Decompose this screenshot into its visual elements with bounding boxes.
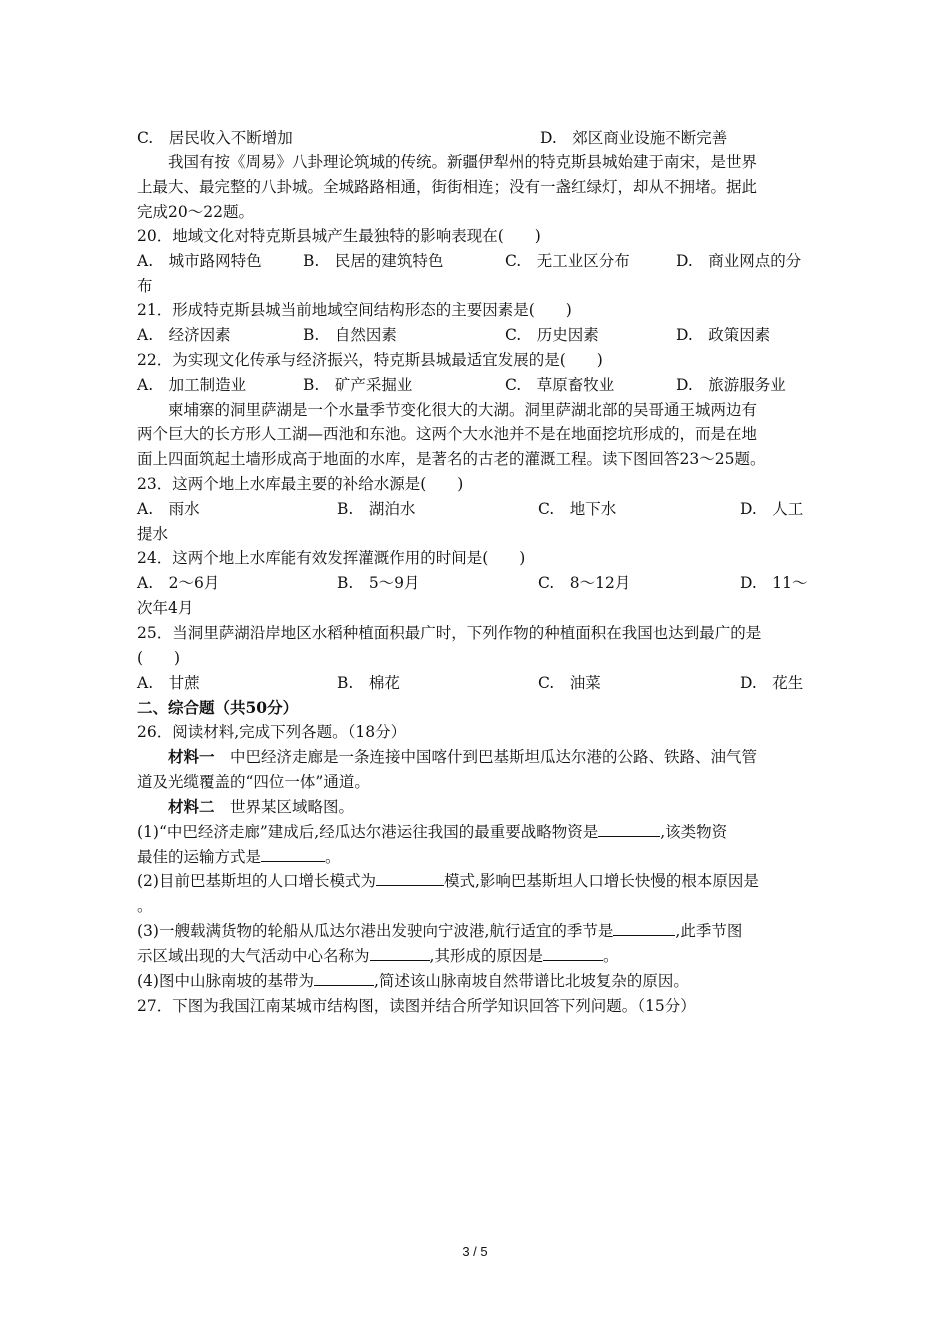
q25-option-d: D. 花生 [740,674,804,692]
page-number: 3 / 5 [462,1244,488,1259]
q20-option-d: D. 商业网点的分 [676,252,802,270]
q24-option-b: B. 5～9月 [337,574,420,592]
q24-option-c: C. 8～12月 [538,574,631,592]
q26-part4-text-b: ,简述该山脉南坡自然带谱比北坡复杂的原因。 [373,972,689,990]
q26-part1-text-a: (1)“中巴经济走廊”建成后,经瓜达尔港运往我国的最重要战略物资是 [137,823,599,841]
passage1-line2: 上最大、最完整的八卦城。全城路路相通，街街相连；没有一盏红绿灯，却从不拥堵。据此 [137,178,758,196]
q26-part4-text-a: (4)图中山脉南坡的基带为 [137,972,314,990]
passage2-line1: 柬埔寨的洞里萨湖是一个水量季节变化很大的大湖。洞里萨湖北部的吴哥通王城两边有 [168,401,758,419]
passage1-line3: 完成20～22题。 [137,203,254,221]
q25-option-a: A. 甘蔗 [137,674,200,692]
q19-option-d: D. 郊区商业设施不断完善 [540,129,728,147]
q26-part3-text-a: (3)一艘载满货物的轮船从瓜达尔港出发驶向宁波港,航行适宜的季节是 [137,922,614,940]
q23-option-d: D. 人工 [740,500,804,518]
q26-part3-line2 [137,944,817,968]
q26-part3-text-d: ,其形成的原因是 [429,947,543,965]
q20-option-c: C. 无工业区分布 [505,252,630,270]
q20-option-a: A. 城市路网特色 [137,252,262,270]
material1-text: 中巴经济走廊是一条连接中国喀什到巴基斯坦瓜达尔港的公路、铁路、油气管 [214,748,758,766]
passage1-line1: 我国有按《周易》八卦理论筑城的传统。新疆伊犁州的特克斯县城始建于南宋，是世界 [168,153,758,171]
q25-stem: 25．当洞里萨湖沿岸地区水稻种植面积最广时，下列作物的种植面积在我国也达到最广的是 [137,624,762,642]
q26-part1-text-c: 最佳的运输方式是 [137,848,262,866]
q26-part3-text-b: ,此季节图 [675,922,743,940]
q26-part3-line1 [137,919,817,943]
q26-material1 [137,745,848,769]
q22-option-c: C. 草原畜牧业 [505,376,615,394]
q23-stem: 23．这两个地上水库最主要的补给水源是( ) [137,475,464,493]
q24-stem: 24．这两个地上水库能有效发挥灌溉作用的时间是( ) [137,549,526,567]
q23-option-d-wrap: 提水 [137,525,169,543]
q26-part2-text-b: 模式,影响巴基斯坦人口增长快慢的根本原因是 [443,872,759,890]
q26-part2-line2: 。 [137,897,153,915]
q19-option-c: C. 居民收入不断增加 [137,129,293,147]
q22-option-a: A. 加工制造业 [137,376,247,394]
q24-option-a: A. 2～6月 [137,574,220,592]
q21-option-c: C. 历史因素 [505,326,599,344]
answer-blank[interactable] [376,871,444,886]
q21-stem: 21．形成特克斯县城当前地域空间结构形态的主要因素是( ) [137,301,572,319]
q26-stem: 26．阅读材料,完成下列各题。（18分） [137,723,407,741]
q26-part3-text-e: 。 [602,947,619,965]
q26-part1-line2 [137,845,817,869]
q20-stem: 20．地域文化对特克斯县城产生最独特的影响表现在( ) [137,227,541,245]
q25-stem-bracket: ( ) [137,649,181,667]
q22-option-d: D. 旅游服务业 [676,376,786,394]
q26-part4-line1 [137,969,817,993]
q21-option-d: D. 政策因素 [676,326,771,344]
q26-part1-text-d: 。 [325,848,341,866]
material2-text: 世界某区域略图。 [214,798,355,816]
q22-stem: 22．为实现文化传承与经济振兴，特克斯县城最适宜发展的是( ) [137,351,603,369]
material2-label: 材料二 [168,797,215,816]
material1-label: 材料一 [168,747,215,766]
answer-blank[interactable] [543,946,603,961]
passage2-line2: 两个巨大的长方形人工湖—西池和东池。这两个大水池并不是在地面挖坑形成的，而是在地 [137,425,758,443]
answer-blank[interactable] [370,946,430,961]
q26-part2-line1 [137,869,817,893]
passage2-line3: 面上四面筑起土墙形成高于地面的水库，是著名的古老的灌溉工程。读下图回答23～25题。 [137,450,766,468]
q26-part1-text-b: ,该类物资 [660,823,728,841]
q25-option-b: B. 棉花 [337,674,400,692]
q23-option-c: C. 地下水 [538,500,617,518]
q21-option-a: A. 经济因素 [137,326,231,344]
q24-option-d: D. 11～ [740,574,808,592]
q26-part1-line1 [137,820,817,844]
q26-material1-cont: 道及光缆覆盖的“四位一体”通道。 [137,773,370,791]
q21-option-b: B. 自然因素 [303,326,397,344]
q25-option-c: C. 油菜 [538,674,601,692]
q20-option-d-wrap: 布 [137,277,153,295]
q22-option-b: B. 矿产采掘业 [303,376,413,394]
answer-blank[interactable] [314,971,374,986]
q26-part2-text-a: (2)目前巴基斯坦的人口增长模式为 [137,872,376,890]
q20-option-b: B. 民居的建筑特色 [303,252,444,270]
q23-option-b: B. 湖泊水 [337,500,416,518]
q24-option-d-wrap: 次年4月 [137,599,194,617]
section2-heading: 二、综合题（共50分） [137,698,299,717]
answer-blank[interactable] [261,847,325,862]
answer-blank[interactable] [598,822,660,837]
q27-stem: 27．下图为我国江南某城市结构图，读图并结合所学知识回答下列问题。（15分） [137,997,696,1015]
answer-blank[interactable] [613,921,675,936]
q23-option-a: A. 雨水 [137,500,200,518]
q26-material2 [137,795,848,819]
q26-part3-text-c: 示区域出现的大气活动中心名称为 [137,947,370,965]
